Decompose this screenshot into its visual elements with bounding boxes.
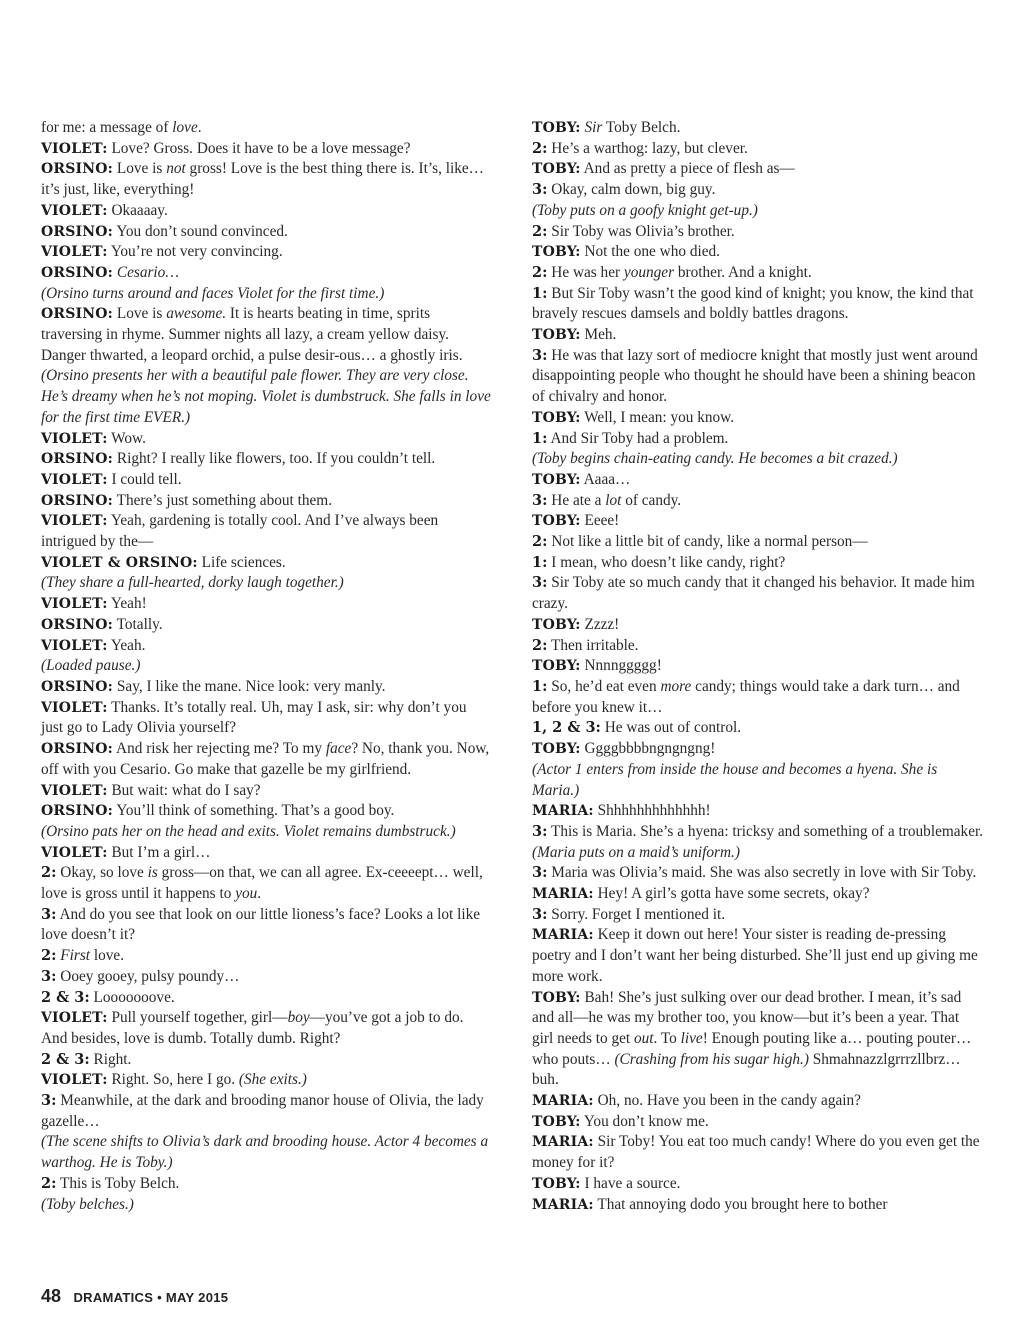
stage-direction <box>41 366 495 428</box>
line-text: Okaaaay. <box>111 201 168 219</box>
speaker-name: 2: <box>41 1174 57 1192</box>
speaker-name: TOBY: <box>532 161 581 178</box>
emphasis-text: (She exits.) <box>238 1071 307 1089</box>
speaker-name: 3: <box>532 864 548 882</box>
dialogue-line <box>41 1050 491 1071</box>
dialogue-line <box>41 1070 491 1091</box>
speaker-name: VIOLET: <box>41 1010 108 1027</box>
speaker-name: VIOLET: <box>41 140 108 157</box>
line-text: You’ll think of something. That’s a good boy. <box>116 802 395 820</box>
dialogue-line <box>41 553 491 574</box>
dialogue-line <box>41 843 491 864</box>
speaker-name: ORSINO: <box>41 306 114 323</box>
line-text: You don’t know me. <box>583 1112 709 1130</box>
stage-direction <box>41 822 491 843</box>
dialogue-line <box>532 180 984 201</box>
speaker-name: 2 & 3: <box>41 988 90 1006</box>
stage-direction <box>532 201 984 222</box>
stage-direction-text: (Toby puts on a goofy knight get-up.) <box>532 201 758 219</box>
stage-direction <box>532 760 984 801</box>
speaker-name: 1: <box>532 553 548 571</box>
line-text: Sir Toby was Olivia’s brother. <box>551 222 735 240</box>
line-text: Life sciences. <box>201 553 286 571</box>
speaker-name: 2: <box>41 864 57 882</box>
line-text: for me: a message of <box>41 119 173 136</box>
speaker-name: 2: <box>532 533 548 551</box>
emphasis-text: not <box>166 160 186 178</box>
speaker-name: VIOLET: <box>41 699 108 716</box>
line-text: gross! Love is the best thing there is. It’s, like… it’s just, like, everything! <box>41 160 488 199</box>
line-text: Yeah. <box>110 636 146 654</box>
line-text: ! Enough pouting like a… pouting pouter… who pouts… <box>532 1029 976 1068</box>
dialogue-line <box>41 118 491 139</box>
dialogue-line <box>532 139 984 160</box>
line-text: Nnnnggggg! <box>584 657 662 675</box>
dialogue-line <box>41 739 494 780</box>
stage-direction-text: (The scene shifts to Olivia’s dark and brooding house. Actor 4 becomes a warthog. He is Toby.) <box>41 1133 492 1172</box>
dialogue-line <box>532 677 984 718</box>
stage-direction-text: (Loaded pause.) <box>41 657 141 675</box>
emphasis-text: out <box>633 1029 654 1047</box>
speaker-name: 1, 2 & 3: <box>532 719 601 737</box>
speaker-name: 2: <box>532 263 548 281</box>
dialogue-line <box>41 470 491 491</box>
line-text: I could tell. <box>111 470 182 488</box>
speaker-name: TOBY: <box>532 244 581 261</box>
stage-direction <box>41 1132 491 1173</box>
dialogue-line <box>532 739 984 760</box>
speaker-name: TOBY: <box>532 989 581 1006</box>
emphasis-text: love <box>172 119 198 136</box>
dialogue-line <box>532 429 984 450</box>
dialogue-line <box>532 1112 984 1133</box>
speaker-name: 3: <box>532 574 548 592</box>
dialogue-line <box>532 532 984 553</box>
line-text: It is hearts beating in time, sprits traversing in rhyme. Summer nights all lazy, a cream yellow daisy. Danger thwarted, a leopard orchid, a pulse desir-ous… a ghostly iris. <box>41 305 463 364</box>
emphasis-text: awesome. <box>166 305 227 323</box>
speaker-name: 2: <box>532 139 548 157</box>
line-text: Love is <box>116 160 167 178</box>
emphasis-text: live <box>680 1029 703 1047</box>
speaker-name: ORSINO: <box>41 616 114 633</box>
line-text: But wait: what do I say? <box>111 781 261 799</box>
speaker-name: MARIA: <box>532 1196 594 1213</box>
line-text: . To <box>653 1029 681 1047</box>
line-text: Not like a little bit of candy, like a normal person— <box>551 533 868 551</box>
line-text: And Sir Toby had a problem. <box>550 429 729 447</box>
emphasis-text: Cesario… <box>116 263 179 281</box>
stage-direction-text: (Toby begins chain-eating candy. He becomes a bit crazed.) <box>532 450 898 468</box>
line-text: Right. So, here I go. <box>111 1071 239 1089</box>
dialogue-line <box>532 408 984 429</box>
speaker-name: MARIA: <box>532 1134 594 1151</box>
publication-line: DRAMATICS • MAY 2015 <box>73 1290 229 1305</box>
line-text: of candy. <box>621 491 682 509</box>
line-text: Aaaa… <box>583 470 631 488</box>
speaker-name: ORSINO: <box>41 492 114 509</box>
dialogue-line <box>41 429 491 450</box>
speaker-name: TOBY: <box>532 616 581 633</box>
speaker-name: 3: <box>41 967 57 985</box>
line-text: Right. <box>93 1050 132 1068</box>
line-text: There’s just something about them. <box>116 491 333 509</box>
emphasis-text: more <box>660 677 692 695</box>
speaker-name: VIOLET: <box>41 244 108 261</box>
dialogue-line <box>41 615 491 636</box>
dialogue-line <box>532 988 984 1092</box>
dialogue-line <box>41 781 491 802</box>
dialogue-line <box>532 159 984 180</box>
speaker-name: ORSINO: <box>41 264 114 281</box>
stage-direction <box>532 449 984 470</box>
dialogue-line <box>532 905 984 926</box>
speaker-name: TOBY: <box>532 1113 581 1130</box>
line-text: Eeee! <box>584 512 620 530</box>
dialogue-line <box>41 698 491 739</box>
dialogue-line <box>41 449 491 470</box>
speaker-name: 1: <box>532 284 548 302</box>
line-text: Shmahnazzlgrrrzllbrz… buh. <box>532 1050 965 1089</box>
line-text: Looooooove. <box>93 988 175 1006</box>
speaker-name: ORSINO: <box>41 803 114 820</box>
line-text: Okay, so love <box>60 864 148 882</box>
line-text: love. <box>90 947 125 965</box>
speaker-name: VIOLET: <box>41 844 108 861</box>
line-text: Ggggbbbbngngngng! <box>584 740 716 758</box>
speaker-name: TOBY: <box>532 120 581 136</box>
speaker-name: ORSINO: <box>41 223 114 240</box>
line-text: You’re not very convincing. <box>110 243 283 261</box>
emphasis-text: First <box>60 947 91 965</box>
speaker-name: VIOLET: <box>41 471 108 488</box>
line-text: . <box>257 885 262 903</box>
line-text: He was out of control. <box>604 719 742 737</box>
speaker-name: TOBY: <box>532 513 581 530</box>
speaker-name: 3: <box>532 822 548 840</box>
dialogue-line <box>41 801 491 822</box>
dialogue-line <box>532 718 984 739</box>
dialogue-line <box>532 242 984 263</box>
dialogue-line <box>41 222 491 243</box>
speaker-name: VIOLET: <box>41 782 108 799</box>
speaker-name: TOBY: <box>532 741 581 758</box>
line-text: ? No, thank you. Now, off with you Cesario. Go make that gazelle be my girlfriend. <box>41 740 494 778</box>
line-text: Sir Toby ate so much candy that it changed his behavior. It made him crazy. <box>532 574 979 613</box>
dialogue-line <box>532 1174 984 1195</box>
line-text: Sorry. Forget I mentioned it. <box>551 905 726 923</box>
stage-direction <box>41 284 491 305</box>
line-text: Meh. <box>584 326 617 344</box>
line-text: And do you see that look on our little lioness’s face? Looks a lot like love doesn’t it? <box>41 905 484 944</box>
stage-direction <box>41 656 491 677</box>
speaker-name: MARIA: <box>532 803 594 820</box>
emphasis-text: lot <box>605 491 622 509</box>
dialogue-line <box>41 946 491 967</box>
line-text: —you’ve got a job to do. And besides, love is dumb. Totally dumb. Right? <box>41 1009 467 1047</box>
dialogue-line <box>41 242 491 263</box>
dialogue-line <box>532 284 984 325</box>
dialogue-line <box>41 1091 491 1132</box>
line-text: . <box>197 119 202 136</box>
dialogue-line <box>41 511 491 552</box>
speaker-name: VIOLET: <box>41 202 108 219</box>
speaker-name: 3: <box>532 491 548 509</box>
dialogue-line <box>532 656 984 677</box>
dialogue-line <box>41 636 491 657</box>
speaker-name: TOBY: <box>532 409 581 426</box>
speaker-name: MARIA: <box>532 886 594 903</box>
line-text: Meanwhile, at the dark and brooding manor house of Olivia, the lady gazelle… <box>41 1092 488 1130</box>
speaker-name: TOBY: <box>532 327 581 344</box>
dialogue-line <box>41 988 491 1009</box>
line-text: Keep it down out here! Your sister is reading de-pressing poetry and I don’t want her being disturbed. She’ll just end up giving me more work. <box>532 926 982 985</box>
dialogue-line <box>532 884 984 905</box>
line-text: Not the one who died. <box>584 243 720 261</box>
dialogue-line <box>532 325 984 346</box>
emphasis-text: is <box>147 864 158 882</box>
speaker-name: 2 & 3: <box>41 1050 90 1068</box>
stage-direction-text: (Orsino pats her on the head and exits. Violet remains dumbstruck.) <box>41 822 456 840</box>
line-text: And as pretty a piece of flesh as— <box>583 160 795 178</box>
speaker-name: ORSINO: <box>41 741 114 758</box>
speaker-name: VIOLET: <box>41 637 108 654</box>
line-text: Ooey gooey, pulsy poundy… <box>60 967 240 985</box>
line-text: But Sir Toby wasn’t the good kind of knight; you know, the kind that bravely rescues damsels and boldly battles dragons. <box>532 284 978 323</box>
dialogue-line <box>532 511 984 532</box>
line-text: Yeah, gardening is totally cool. And I’ve always been intrigued by the— <box>41 512 442 551</box>
stage-direction-text: (Orsino presents her with a beautiful pale flower. They are very close. He’s dreamy when he’s not moping. Violet is dumbstruck. She falls in love for the first time EVER.) <box>41 367 495 426</box>
speaker-name: TOBY: <box>532 471 581 488</box>
dialogue-line <box>532 346 984 408</box>
speaker-name: TOBY: <box>532 1175 581 1192</box>
dialogue-line <box>41 201 491 222</box>
dialogue-line <box>41 1008 491 1049</box>
speaker-name: 3: <box>532 181 548 199</box>
speaker-name: MARIA: <box>532 927 594 944</box>
line-text: Thanks. It’s totally real. Uh, may I ask, sir: why don’t you just go to Lady Olivia yourself? <box>41 698 471 737</box>
line-text: Love is <box>116 305 167 323</box>
speaker-name: VIOLET: <box>41 596 108 613</box>
speaker-name: 3: <box>41 1092 57 1110</box>
dialogue-line <box>41 263 491 284</box>
dialogue-line <box>532 925 984 987</box>
line-text: I mean, who doesn’t like candy, right? <box>551 553 786 571</box>
dialogue-line <box>41 139 491 160</box>
emphasis-text: Sir <box>584 119 603 136</box>
emphasis-text: younger <box>623 263 675 281</box>
dialogue-line <box>532 263 984 284</box>
line-text: That annoying dodo you brought here to bother <box>597 1195 888 1213</box>
dialogue-line <box>532 801 984 822</box>
line-text: Well, I mean: you know. <box>584 408 735 426</box>
emphasis-text: boy <box>287 1009 310 1027</box>
emphasis-text: (Crashing from his sugar high.) <box>614 1050 809 1068</box>
line-text: Sir Toby! You eat too much candy! Where do you even get the money for it? <box>532 1133 984 1172</box>
dialogue-line <box>532 822 984 843</box>
speaker-name: ORSINO: <box>41 161 114 178</box>
speaker-name: ORSINO: <box>41 678 114 695</box>
line-text: I have a source. <box>584 1174 681 1192</box>
stage-direction-text: (Actor 1 enters from inside the house and becomes a hyena. She is Maria.) <box>532 760 941 799</box>
line-text: brother. And a knight. <box>674 263 812 281</box>
speaker-name: 2: <box>532 222 548 240</box>
dialogue-line <box>532 863 984 884</box>
speaker-name: 3: <box>532 346 548 364</box>
stage-direction-text: (They share a full-hearted, dorky laugh together.) <box>41 574 344 592</box>
line-text: candy; things would take a dark turn… and before you knew it… <box>532 677 964 716</box>
speaker-name: VIOLET: <box>41 1072 108 1089</box>
line-text: Pull yourself together, girl— <box>111 1009 288 1027</box>
dialogue-line <box>532 1195 984 1216</box>
stage-direction-text: (Maria puts on a maid’s uniform.) <box>532 843 740 861</box>
speaker-name: VIOLET & ORSINO: <box>41 554 198 571</box>
speaker-name: 2: <box>532 636 548 654</box>
speaker-name: ORSINO: <box>41 451 114 468</box>
dialogue-line <box>41 677 491 698</box>
stage-direction <box>41 573 491 594</box>
speaker-name: VIOLET: <box>41 430 108 447</box>
stage-direction <box>41 1195 491 1216</box>
dialogue-line <box>41 159 491 200</box>
dialogue-line <box>532 615 984 636</box>
line-text: Maria was Olivia’s maid. She was also secretly in love with Sir Toby. <box>551 864 977 882</box>
dialogue-line <box>532 222 984 243</box>
emphasis-text: face <box>325 740 352 758</box>
line-text: gross—on that, we can all agree. Ex-ceeeept… well, love is gross until it happens to <box>41 864 487 903</box>
line-text: Then irritable. <box>551 636 639 654</box>
line-text: He’s a warthog: lazy, but clever. <box>551 139 748 157</box>
line-text: Shhhhhhhhhhhhh! <box>597 802 711 820</box>
dialogue-line <box>532 491 984 512</box>
page-number: 48 <box>41 1286 62 1306</box>
line-text: Love? Gross. Does it have to be a love message? <box>111 139 411 157</box>
dialogue-line <box>532 1091 984 1112</box>
line-text: Oh, no. Have you been in the candy again? <box>597 1092 861 1110</box>
speaker-name: 1: <box>532 677 548 695</box>
right-column <box>532 118 984 1215</box>
dialogue-line <box>532 553 984 574</box>
speaker-name: 3: <box>41 905 57 923</box>
speaker-name: 2: <box>41 947 57 965</box>
line-text: So, he’d eat even <box>551 677 661 695</box>
dialogue-line <box>532 470 984 491</box>
line-text: Okay, calm down, big guy. <box>551 181 716 199</box>
line-text: He ate a <box>551 491 606 509</box>
line-text: But I’m a girl… <box>111 843 211 861</box>
dialogue-line <box>532 636 984 657</box>
speaker-name: VIOLET: <box>41 513 108 530</box>
line-text: He was her <box>551 263 624 281</box>
dialogue-line <box>41 594 491 615</box>
dialogue-line <box>41 491 491 512</box>
line-text: He was that lazy sort of mediocre knight that mostly just went around disappointing people who thought he should have been a shining beacon of chivalry and honor. <box>532 346 982 406</box>
speaker-name: TOBY: <box>532 658 581 675</box>
speaker-name: MARIA: <box>532 1093 594 1110</box>
line-text: Totally. <box>116 615 163 633</box>
line-text: And risk her rejecting me? To my <box>116 740 326 758</box>
stage-direction <box>532 843 984 864</box>
line-text: This is Toby Belch. <box>60 1174 180 1192</box>
stage-direction-text: (Orsino turns around and faces Violet for the first time.) <box>41 284 385 302</box>
dialogue-line <box>41 304 491 366</box>
line-text: This is Maria. She’s a hyena: tricksy and something of a troublemaker. <box>551 822 984 840</box>
dialogue-line <box>532 1132 984 1173</box>
dialogue-line <box>532 573 984 614</box>
line-text: Right? I really like flowers, too. If you couldn’t tell. <box>116 450 436 468</box>
line-text: Toby Belch. <box>602 119 681 136</box>
page-footer <box>41 1286 228 1307</box>
speaker-name: 3: <box>532 905 548 923</box>
line-text: Wow. <box>111 429 146 447</box>
left-column <box>41 118 495 1215</box>
dialogue-line <box>532 118 984 139</box>
line-text: Yeah! <box>110 595 147 613</box>
emphasis-text: you <box>235 885 258 903</box>
line-text: You don’t sound convinced. <box>116 222 288 240</box>
line-text: Zzzz! <box>584 615 620 633</box>
dialogue-line <box>41 967 491 988</box>
dialogue-line <box>41 905 491 946</box>
stage-direction-text: (Toby belches.) <box>41 1195 134 1213</box>
line-text: Say, I like the mane. Nice look: very manly. <box>116 677 386 695</box>
line-text: Bah! She’s just sulking over our dead brother. I mean, it’s sad and all—he was my brother too, you know—but it’s been a year. That girl needs to get <box>532 988 966 1047</box>
speaker-name: 1: <box>532 429 548 447</box>
dialogue-line <box>41 1174 491 1195</box>
line-text: Hey! A girl’s gotta have some secrets, okay? <box>597 885 870 903</box>
dialogue-line <box>41 863 491 904</box>
